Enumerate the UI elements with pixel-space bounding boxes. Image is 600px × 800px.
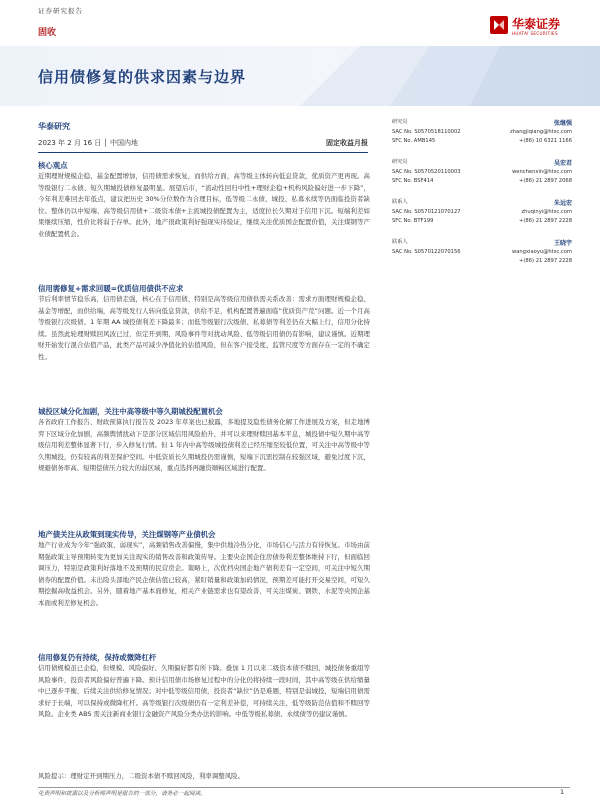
research-org: 华泰研究 xyxy=(38,122,70,131)
section-body-core: 近期理财规模企稳、基金配置增加，信用债需求恢复，而供给方面，高等级主体转向低息贷款，优质资产更再现。高等级银行二永债、短久期城投债修复最明显。展望后市，“流动性回归中性+理财企稳+机构风险偏好进一步下降”，今年利差难回去年低点，建议把历史 30%分位数作为合理目标，低等级二永债、城投、私募永续等仍面临投资者缺位。整体仍以中短端、高等级信用债+二级资本债+主流城投债配置为主，适度拉长久期对于信用下沉。短端利差如果继续压缩，性价比将弱于存单。此外，地产很政策利好强现实待验证，继续关注优质国企配置价值，关注煤钢等产业债配置机会。 xyxy=(38,172,370,238)
report-title: 信用债修复的供求因素与边界 xyxy=(38,68,247,86)
analyst-email[interactable]: wangxiaoyu@htsc.com xyxy=(511,249,572,255)
page-number: 1 xyxy=(560,788,565,796)
section-body-supply-demand: 节后利率情节稳乐高，信用债走强，核心在于信用债、特别是高等级信用债供需关系改善：需求方面理财规模企稳、基金等增配，而供给端，高等级发行人转向低息贷款，供给不足，机构配置普遍面临“优质资产荒”问题。近一个月高等级银行次级债、1 年期 AA 城投债利差下降最多；而低等级银行次级债、私募债等利差仍在大幅上行，信用分化持续。虽然此轮理财赎回风波已过，但定开到期、风险事件等对扰动风险、低等级信用债仍有影响，建议谨慎。近期理财开始发行混合估值产品，此类产品可减少净值化的估值风险，但在客户接受度、监管尺度等方面存在一定的不确定性。 xyxy=(38,295,370,361)
analyst-role: 研究员 xyxy=(392,159,408,165)
footer-divider xyxy=(38,787,570,788)
title-banner xyxy=(0,46,600,106)
analyst-name: 王晓宇 xyxy=(553,240,572,247)
logo-text-cn: 华泰证券 xyxy=(512,17,561,31)
analyst-sac: SAC No. S0570121070127 xyxy=(392,209,461,215)
section-heading-supply-demand: 信用需修复+需求回暖=优质信用债供不应求 xyxy=(38,284,184,293)
analyst-phone: +(86) 21 2897 2228 xyxy=(519,258,572,264)
analyst-phone: +(86) 21 2897 2228 xyxy=(519,218,572,224)
section-heading-property: 地产债关注从政策到现实传导，关注煤钢等产业债机会 xyxy=(38,530,216,539)
analyst-role: 联系人 xyxy=(392,239,408,245)
analyst-sfc: SFC No. BSF414 xyxy=(392,178,434,184)
meta-divider xyxy=(38,152,368,153)
section-heading-core: 核心观点 xyxy=(38,161,68,170)
meta-row xyxy=(38,138,368,150)
section-heading-lgfv: 城投区域分化加剧，关注中高等级中等久期城投配置机会 xyxy=(38,407,223,416)
analyst-role: 联系人 xyxy=(392,199,408,205)
section-body-property: 地产行业成为今年“强政策、弱现实”，高频销售改善偏慢，集中供地冷热分化，市场信心与活力有待恢复。市场由前期强政策主导预期转变为更加关注现实的销售改善和政策传导。主要央企国企住房债券利差整体维持下行，但面临回调压力，特别是政策利好落地不及预期的民营房企。策略上，次优档央国企地产债利差有一定空间，可关注中短久期债券的配置价值。未出险头部地产民企债估值已较高，紧盯销量和政策加码情况，预期差可能打开交易空间，可短久期挖掘高收益机会。另外，随着地产基本面修复，相关产业链需求也有望改善，可关注煤炭、钢铁、水泥等央国企基本面或利差修复机会。 xyxy=(38,541,370,607)
analyst-card xyxy=(392,238,572,282)
analyst-name: 朱远宏 xyxy=(553,200,572,207)
analyst-card xyxy=(392,158,572,202)
analyst-card xyxy=(392,118,572,162)
analyst-email[interactable]: wenchenxin@htsc.com xyxy=(512,169,572,175)
huatai-logo xyxy=(490,16,590,38)
report-type: 证券研究报告 xyxy=(38,7,83,15)
risk-warning: 风险提示：理财定开到期压力，二级资本债不赎回风险，利率调整风险。 xyxy=(38,772,245,780)
analyst-phone: +(86) 10 6321 1166 xyxy=(519,138,572,144)
report-date: 2023 年 2 月 16 日 │ 中国内地 xyxy=(38,139,138,147)
logo-text-en: HUATAI SECURITIES xyxy=(512,31,558,36)
analyst-card xyxy=(392,198,572,242)
analyst-sfc: SFC No. BTF199 xyxy=(392,218,434,224)
footer-disclaimer: 免责声明和披露以及分析师声明是报告的一部分，请务必一起阅读。 xyxy=(38,791,206,797)
analyst-name: 张继强 xyxy=(553,120,572,127)
analyst-sac: SAC No. S0570122070156 xyxy=(392,249,461,255)
section-body-leverage: 信用债规模虽已企稳，但规模、风险偏好、久期偏好都有所下降。叠加 1 月以来二级资本债不赎回、城投债务重组等风险事件，投资者风险偏好普遍下降。预计信用债市场修复过程中的分化仍将持续一段时间，其中高等级在供给缩量中已逐步平衡，后续关注供给修复情况；对中低等级信用债，投资者“缺位”仍是难题，特别是弱城投，短端信用债需求好于长端，可以保持或微降杠杆。高等级银行次级债仍有一定利差补偿，可持续关注，低等级防范估值和不赎回等风险。企业类 ABS 需关注新商业银行金融资产风险分类办法的影响。中低等级私募债、永续债等仍建议谨慎。 xyxy=(38,664,370,719)
analyst-sfc: SFC No. AMB145 xyxy=(392,138,436,144)
section-body-lgfv: 各省政府工作报告、财政预算执行报告及 2023 年草案也已披露，多地提及隐性债务化解工作进展及方案，但走地博弈下区域分化加剧，高频舆情扰动下是部分区域信用风险抬升，并可以来理财赎回基本平息，城投债中短久期中高等级信用利差整体显著下行，步入修复行情。但 1 年内中高等级城投债利差已经压缩至较低位置，可关注中高等级中等久期城投，仍有较高的利差保护空间。中低资质长久期城投仍需谨慎，短端下沉需控制在较强区域，避免过度下沉，规避债务率高、短期偿债压力较大的弱区域，重点选择再融资顺畅区域进行配置。 xyxy=(38,418,370,473)
analyst-name: 吴宏君 xyxy=(553,160,572,167)
report-category: 固定收益月报 xyxy=(326,139,368,147)
page-header xyxy=(0,0,600,46)
analyst-email[interactable]: zhuqinyi@htsc.com xyxy=(521,209,572,215)
section-heading-leverage: 信用修复仍有持续，保持或微降杠杆 xyxy=(38,653,157,662)
analyst-sac: SAC No. S0570520110003 xyxy=(392,169,461,175)
section-tag: 固收 xyxy=(38,28,57,38)
analyst-phone: +(86) 21 2897 2068 xyxy=(519,178,572,184)
analyst-sac: SAC No. S0570518110002 xyxy=(392,129,461,135)
analyst-email[interactable]: zhangjiqiang@htsc.com xyxy=(510,129,572,135)
huatai-logo-icon xyxy=(490,16,508,34)
analyst-role: 研究员 xyxy=(392,119,408,125)
